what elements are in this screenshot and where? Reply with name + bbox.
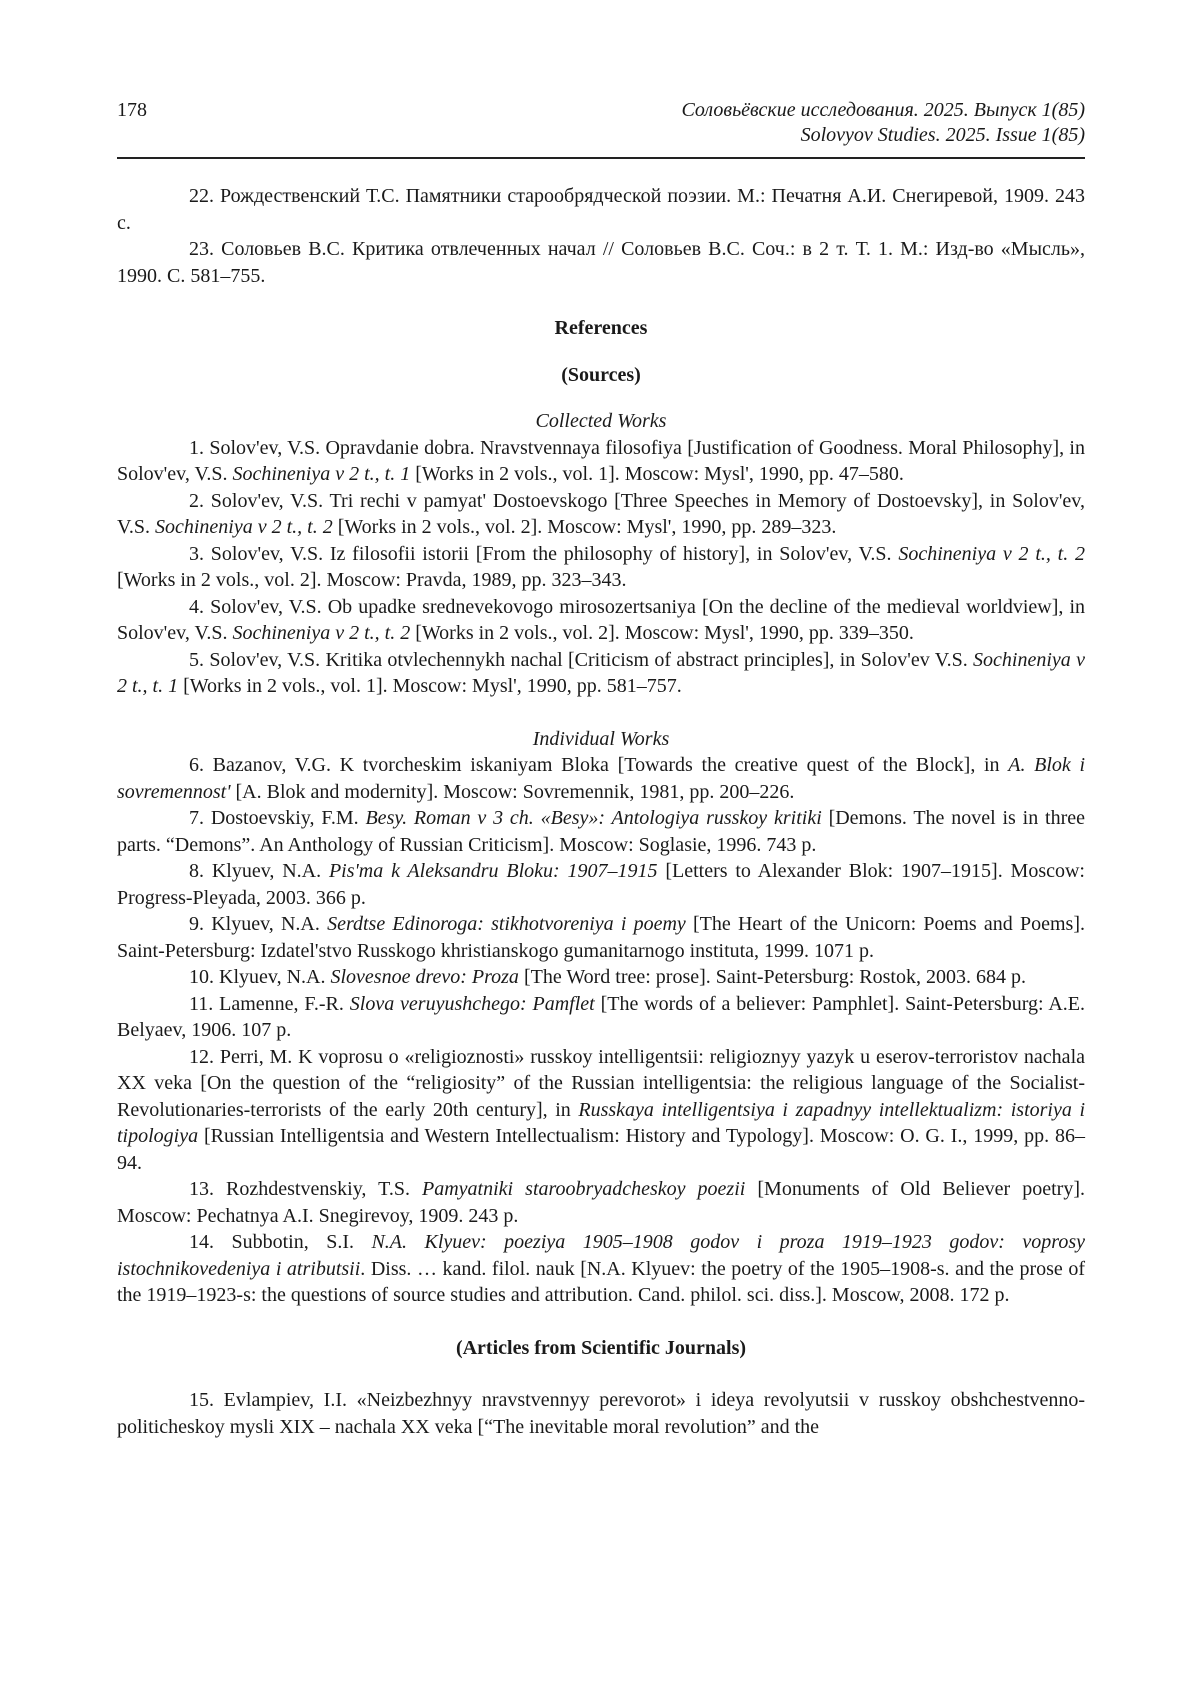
reference-9: 9. Klyuev, N.A. Serdtse Edinoroga: stikhotvoreniya i poemy [The Heart of the Unicorn: Poems and Poems]. Saint-Petersburg: Izdatel'stvo Russkogo khristianskogo gumanitarnogo instituta, 1999. 1071 p. [117,913,1086,962]
reference-1: 1. Solov'ev, V.S. Opravdanie dobra. Nravstvennaya filosofiya [Justification of Goodness. Moral Philosophy], in Solov'ev, V.S. Sochineniya v 2 t., t. 1 [Works in 2 vols., vol. 1]. Moscow: Mysl', 1990, pp. 47–580. [117,436,1085,485]
reference-5: 5. Solov'ev, V.S. Kritika otvlechennykh nachal [Criticism of abstract principles], in Solov'ev V.S. Sochineniya v 2 t., t. 1 [Works in 2 vols., vol. 1]. Moscow: Mysl', 1990, pp. 581–757. [117,648,1085,697]
reference-7: 7. Dostoevskiy, F.M. Besy. Roman v 3 ch. «Besy»: Antologiya russkoy kritiki [Demons. The novel is in three parts. “Demons”. An Anthology of Russian Criticism]. Moscow: Soglasie, 1996. 743 p. [117,807,1086,856]
reference-14: 14. Subbotin, S.I. N.A. Klyuev: poeziya 1905–1908 godov i proza 1919–1923 godov: voprosy istochnikovedeniya i atributsii. Diss. … kand. filol. nauk [N.A. Klyuev: the poetry of the 1905–1908-s. and the prose of the 1919–1923-s: the questions of source studies and attribution. Cand. philol. sci. diss.]. Moscow, 2008. 172 p. [117,1231,1085,1306]
reference-11: 11. Lamenne, F.-R. Slova veruyushchego: Pamflet [The words of a believer: Pamphlet]. Saint-Petersburg: A.E. Belyaev, 1906. 107 p. [117,992,1085,1041]
reference-4: 4. Solov'ev, V.S. Ob upadke srednevekovogo mirosozertsaniya [On the decline of the medieval worldview], in Solov'ev, V.S. Sochineniya v 2 t., t. 2 [Works in 2 vols., vol. 2]. Moscow: Mysl', 1990, pp. 339–350. [117,595,1085,644]
reference-13: 13. Rozhdestvenskiy, T.S. Pamyatniki staroobryadcheskoy poezii [Monuments of Old Believer poetry]. Moscow: Pechatnya A.I. Snegirevoy, 1909. 243 p. [117,1178,1085,1227]
reference-list [117,183,1085,1440]
articles-heading: (Articles from Scientific Journals) [455,1336,747,1359]
collected-works-heading: Collected Works [535,410,667,432]
reference-6: 6. Bazanov, V.G. K tvorcheskim iskaniyam Bloka [Towards the creative quest of the Block], in A. Blok i sovremennost' [A. Blok and modernity]. Moscow: Sovremennik, 1981, pp. 200–226. [117,754,1085,803]
reference-15: 15. Evlampiev, I.I. «Neizbezhnyy nravstvennyy perevorot» i ideya revolyutsii v russkoy obshchestvenno-politicheskoy mysli XIX – nachala XX veka [“The inevitable moral revolution” and the [117,1389,1085,1438]
journal-title-ru: Соловьёвские исследования. 2025. Выпуск 1(85) [681,99,1085,121]
ru-reference-23: 23. Соловьев В.С. Критика отвлеченных начал // Соловьев В.С. Соч.: в 2 т. Т. 1. М.: Изд-во «Мысль», 1990. С. 581–755. [117,238,1085,287]
reference-8: 8. Klyuev, N.A. Pis'ma k Aleksandru Bloku: 1907–1915 [Letters to Alexander Blok: 1907–1915]. Moscow: Progress-Pleyada, 2003. 366 p. [117,860,1085,909]
reference-2: 2. Solov'ev, V.S. Tri rechi v pamyat' Dostoevskogo [Three Speeches in Memory of Dostoevsky], in Solov'ev, V.S. Sochineniya v 2 t., t. 2 [Works in 2 vols., vol. 2]. Moscow: Mysl', 1990, pp. 289–323. [117,489,1085,538]
sources-heading: (Sources) [561,363,641,386]
reference-12: 12. Perri, M. K voprosu o «religioznosti» russkoy intelligentsii: religioznyy yazyk u eserov-terroristov nachala XX veka [On the question of the “religiosity” of the Russian intelligentsia: the religious language of the Socialist-Revolutionaries-terrorists of the early 20th century], in Russkaya intelligentsiya i zapadnyy intellektualizm: istoriya i tipologiya [Russian Intelligentsia and Western Intellectualism: History and Typology]. Moscow: O. G. I., 1999, pp. 86–94. [117,1045,1086,1174]
journal-title [681,98,1085,148]
journal-title-en: Solovyov Studies. 2025. Issue 1(85) [800,124,1085,146]
ru-reference-22: 22. Рождественский Т.С. Памятники старообрядческой поэзии. М.: Печатня А.И. Снегиревой, 1909. 243 с. [117,185,1085,234]
reference-10: 10. Klyuev, N.A. Slovesnoe drevo: Proza [The Word tree: prose]. Saint-Petersburg: Rostok, 2003. 684 p. [189,966,1026,988]
reference-3: 3. Solov'ev, V.S. Iz filosofii istorii [From the philosophy of history], in Solov'ev, V.S. Sochineniya v 2 t., t. 2 [Works in 2 vols., vol. 2]. Moscow: Pravda, 1989, pp. 323–343. [117,542,1086,591]
page-number: 178 [117,99,147,121]
individual-works-heading: Individual Works [532,727,670,750]
header-rule [117,157,1085,159]
references-heading: References [554,317,648,339]
